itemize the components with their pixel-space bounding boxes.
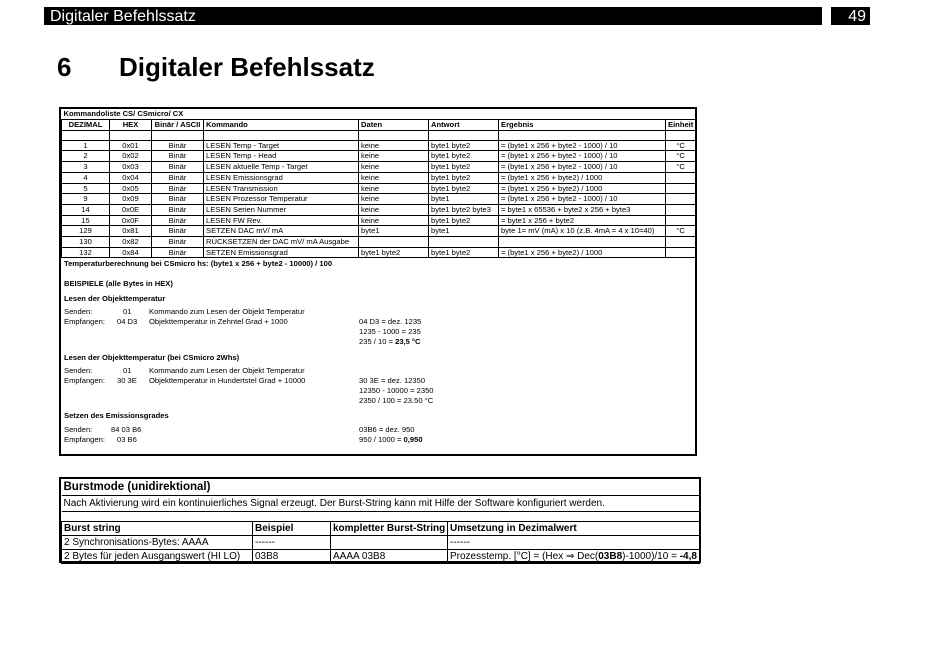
- table-cell: Binär: [152, 237, 204, 248]
- table-cell: SETZEN Emissionsgrad: [204, 247, 359, 258]
- calc-line: 1235 - 1000 = 235: [359, 327, 421, 336]
- table-cell: keine: [359, 204, 429, 215]
- table-cell: 0x05: [110, 183, 152, 194]
- recv-code: 30 3E: [117, 376, 137, 385]
- table-cell: [666, 194, 696, 205]
- col-header: Binär / ASCII: [152, 120, 204, 131]
- table-cell: Binär: [152, 172, 204, 183]
- col-header: Burst string: [62, 522, 253, 536]
- send-code: 01: [123, 366, 132, 375]
- table-cell: = byte1 x 256 + byte2: [499, 215, 666, 226]
- table-cell: byte1 byte2: [429, 151, 499, 162]
- table-caption: Kommandoliste CS/ CSmicro/ CX: [63, 109, 184, 119]
- recv-code: 04 D3: [117, 317, 138, 326]
- command-table: [61, 109, 696, 258]
- calc-line: 2350 / 100 = 23.50 °C: [359, 396, 434, 405]
- table-cell: 4: [62, 172, 110, 183]
- table-cell: = (byte1 x 256 + byte2 - 1000) / 10: [499, 194, 666, 205]
- table-row: [62, 183, 696, 194]
- table-cell: 0x01: [110, 140, 152, 151]
- table-cell: 9: [62, 194, 110, 205]
- table-cell: 1: [62, 140, 110, 151]
- table-cell: LESEN Temp - Head: [204, 151, 359, 162]
- col-header: Ergebnis: [499, 120, 666, 131]
- table-cell: LESEN FW Rev.: [204, 215, 359, 226]
- table-cell: = byte1 x 65536 + byte2 x 256 + byte3: [499, 204, 666, 215]
- table-row: [62, 247, 696, 258]
- table-cell: Binär: [152, 194, 204, 205]
- table-cell: keine: [359, 172, 429, 183]
- table-cell: byte1 byte2: [429, 183, 499, 194]
- table-cell: = (byte1 x 256 + byte2) / 1000: [499, 247, 666, 258]
- calc-line: 30 3E = dez. 12350: [359, 376, 426, 385]
- table-cell: LESEN Prozessor Temperatur: [204, 194, 359, 205]
- table-cell: byte 1= mV (mA) x 10 (z.B. 4mA = 4 x 10=40): [499, 226, 666, 237]
- col-header: kompletter Burst-String: [331, 522, 448, 536]
- table-cell: [666, 247, 696, 258]
- table-cell: byte1: [429, 226, 499, 237]
- send-label: Senden:: [64, 366, 93, 375]
- table-row: [62, 536, 700, 550]
- table-cell: [666, 215, 696, 226]
- calc-line: 03B6 = dez. 950: [359, 425, 415, 434]
- table-cell: 0x0F: [110, 215, 152, 226]
- col-header: Daten: [359, 120, 429, 131]
- table-cell: [499, 237, 666, 248]
- table-cell: 3: [62, 162, 110, 173]
- calc-line: 04 D3 = dez. 1235: [359, 317, 422, 326]
- temp-formula-note: Temperaturberechnung bei CSmicro hs: (byte1 x 256 + byte2 - 10000) / 100: [64, 259, 333, 268]
- table-cell: 2 Synchronisations-Bytes: AAAA: [62, 536, 253, 550]
- table-cell: keine: [359, 140, 429, 151]
- chapter-heading: [57, 52, 375, 83]
- table-cell: [666, 172, 696, 183]
- table-cell: 03B8: [253, 550, 331, 564]
- col-header: DEZIMAL: [62, 120, 110, 131]
- table-cell: LESEN Emissionsgrad: [204, 172, 359, 183]
- burst-title: Burstmode (unidirektional): [62, 479, 700, 496]
- table-cell: = (byte1 x 256 + byte2 - 1000) / 10: [499, 151, 666, 162]
- burst-header-row: [62, 522, 700, 536]
- table-cell: 0x02: [110, 151, 152, 162]
- table-cell: °C: [666, 140, 696, 151]
- send-code: 01: [123, 307, 132, 316]
- table-cell: 132: [62, 247, 110, 258]
- burst-description: Nach Aktivierung wird ein kontinuierliches Signal erzeugt. Der Burst-String kann mit Hilfe der Software konfiguriert werden.: [62, 496, 700, 512]
- table-cell: 130: [62, 237, 110, 248]
- table-cell: = (byte1 x 256 + byte2 - 1000) / 10: [499, 140, 666, 151]
- table-row: [62, 226, 696, 237]
- table-cell: Binär: [152, 140, 204, 151]
- table-header-row: [62, 120, 696, 131]
- table-cell: °C: [666, 226, 696, 237]
- table-cell: [359, 237, 429, 248]
- table-cell: byte1 byte2: [429, 172, 499, 183]
- recv-code: 03 B6: [117, 435, 137, 444]
- table-cell: °C: [666, 151, 696, 162]
- table-cell: 0x84: [110, 247, 152, 258]
- table-cell: Binär: [152, 204, 204, 215]
- table-cell: keine: [359, 183, 429, 194]
- table-cell: 0x0E: [110, 204, 152, 215]
- table-cell: Binär: [152, 247, 204, 258]
- chapter-title: Digitaler Befehlssatz: [119, 52, 375, 82]
- table-cell: Prozesstemp. [°C] = (Hex ⇒ Dec(03B8)-1000)/10 = -4,8: [448, 550, 700, 564]
- table-cell: Binär: [152, 162, 204, 173]
- table-cell: 0x03: [110, 162, 152, 173]
- table-cell: AAAA 03B8: [331, 550, 448, 564]
- page-number: 49: [848, 8, 866, 25]
- command-list-box: [59, 107, 697, 456]
- example2-title: Lesen der Objekttemperatur (bei CSmicro 2Whs): [64, 353, 240, 362]
- burst-table: [61, 479, 700, 564]
- table-cell: Binär: [152, 215, 204, 226]
- table-cell: 14: [62, 204, 110, 215]
- table-cell: [429, 237, 499, 248]
- col-header: Kommando: [204, 120, 359, 131]
- table-cell: [331, 536, 448, 550]
- table-cell: byte1: [359, 226, 429, 237]
- examples-title: BEISPIELE (alle Bytes in HEX): [64, 279, 173, 288]
- chapter-number: 6: [57, 52, 72, 82]
- col-header: Beispiel: [253, 522, 331, 536]
- table-cell: byte1 byte2: [429, 247, 499, 258]
- table-cell: 0x82: [110, 237, 152, 248]
- send-label: Senden:: [64, 425, 93, 434]
- table-cell: = (byte1 x 256 + byte2) / 1000: [499, 183, 666, 194]
- table-cell: 0x09: [110, 194, 152, 205]
- result-value: 23,5 °C: [395, 337, 421, 346]
- calc-line: 235 / 10 = 23,5 °C: [359, 337, 421, 346]
- table-cell: byte1 byte2: [429, 215, 499, 226]
- table-cell: keine: [359, 215, 429, 226]
- burstmode-box: [59, 477, 701, 563]
- table-cell: byte1 byte2: [429, 140, 499, 151]
- recv-label: Empfangen:: [64, 376, 105, 385]
- table-cell: ------: [448, 536, 700, 550]
- table-row: [62, 162, 696, 173]
- recv-desc: Objekttemperatur in Hundertstel Grad + 10000: [149, 376, 306, 385]
- table-row: [62, 140, 696, 151]
- table-cell: byte1 byte2: [359, 247, 429, 258]
- table-row: [62, 194, 696, 205]
- table-row: [62, 204, 696, 215]
- table-cell: 15: [62, 215, 110, 226]
- table-cell: LESEN Temp - Target: [204, 140, 359, 151]
- table-cell: [666, 183, 696, 194]
- table-cell: LESEN aktuelle Temp - Target: [204, 162, 359, 173]
- table-cell: LESEN Transmission: [204, 183, 359, 194]
- table-row: [62, 550, 700, 564]
- calc-line: 950 / 1000 = 0,950: [359, 435, 423, 444]
- table-row: [62, 215, 696, 226]
- col-header: Umsetzung in Dezimalwert: [448, 522, 700, 536]
- send-code: 84 03 B6: [111, 425, 142, 434]
- table-row: [62, 151, 696, 162]
- col-header: Antwort: [429, 120, 499, 131]
- page-number-box: [831, 7, 870, 25]
- running-header: [44, 7, 822, 25]
- table-cell: LESEN Serien Nummer: [204, 204, 359, 215]
- col-header: HEX: [110, 120, 152, 131]
- table-cell: = (byte1 x 256 + byte2 - 1000) / 10: [499, 162, 666, 173]
- table-cell: 129: [62, 226, 110, 237]
- table-cell: keine: [359, 194, 429, 205]
- recv-label: Empfangen:: [64, 435, 105, 444]
- table-cell: byte1 byte2: [429, 162, 499, 173]
- table-cell: byte1: [429, 194, 499, 205]
- table-cell: 0x04: [110, 172, 152, 183]
- table-cell: [666, 237, 696, 248]
- table-cell: = (byte1 x 256 + byte2) / 1000: [499, 172, 666, 183]
- send-desc: Kommando zum Lesen der Objekt Temperatur: [149, 366, 305, 375]
- table-cell: keine: [359, 162, 429, 173]
- table-cell: 5: [62, 183, 110, 194]
- recv-desc: Objekttemperatur in Zehntel Grad + 1000: [149, 317, 288, 326]
- header-title: Digitaler Befehlssatz: [50, 8, 196, 25]
- table-cell: SETZEN DAC mV/ mA: [204, 226, 359, 237]
- table-row: [62, 172, 696, 183]
- table-cell: 0x81: [110, 226, 152, 237]
- col-header: Einheit: [666, 120, 696, 131]
- example3-title: Setzen des Emissionsgrades: [64, 411, 169, 420]
- table-cell: [666, 204, 696, 215]
- table-cell: keine: [359, 151, 429, 162]
- table-cell: °C: [666, 162, 696, 173]
- table-cell: RÜCKSETZEN der DAC mV/ mA Ausgabe: [204, 237, 359, 248]
- send-desc: Kommando zum Lesen der Objekt Temperatur: [149, 307, 305, 316]
- table-row: [62, 237, 696, 248]
- table-cell: Binär: [152, 151, 204, 162]
- result-value: 0,950: [403, 435, 423, 444]
- example1-title: Lesen der Objekttemperatur: [64, 294, 166, 303]
- calc-line: 12350 - 10000 = 2350: [359, 386, 434, 395]
- table-cell: 2 Bytes für jeden Ausgangswert (HI LO): [62, 550, 253, 564]
- table-cell: byte1 byte2 byte3: [429, 204, 499, 215]
- send-label: Senden:: [64, 307, 93, 316]
- table-cell: Binär: [152, 226, 204, 237]
- table-cell: ------: [253, 536, 331, 550]
- table-cell: 2: [62, 151, 110, 162]
- recv-label: Empfangen:: [64, 317, 105, 326]
- table-cell: Binär: [152, 183, 204, 194]
